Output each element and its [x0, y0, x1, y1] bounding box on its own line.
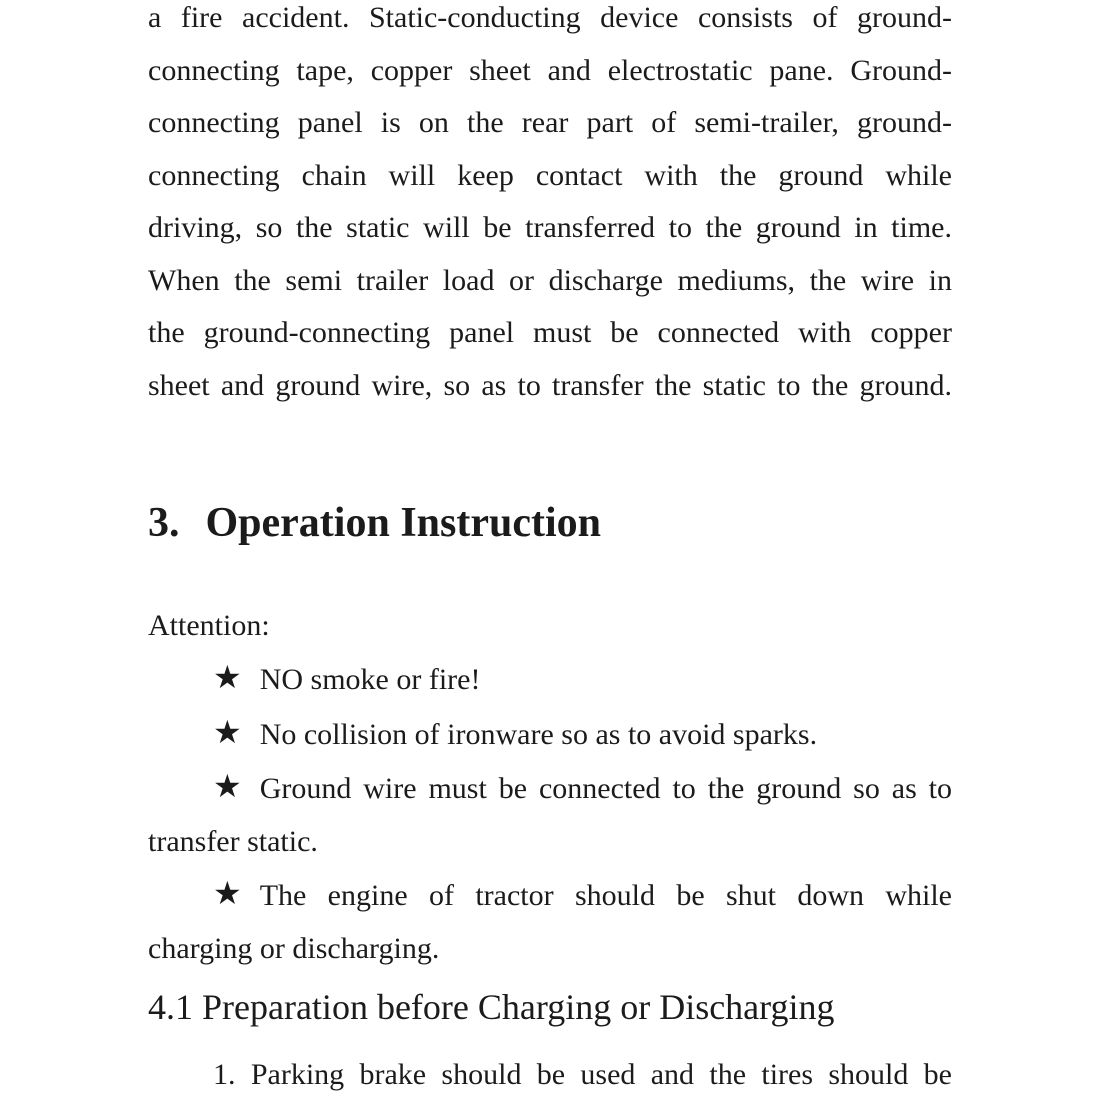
attention-item [148, 868, 952, 923]
attention-item-text: Ground wire must be connected to the ground so as to [259, 772, 952, 805]
attention-label: Attention: [148, 609, 270, 642]
attention-item [148, 707, 952, 762]
paragraph-line: driving, so the static will be transferred to the ground in time. [148, 211, 952, 244]
paragraph-line: connecting panel is on the rear part of semi-trailer, ground- [148, 106, 952, 139]
star-bullet-icon: ★ [213, 658, 242, 696]
body-paragraph [148, 0, 952, 412]
star-bullet-icon: ★ [213, 712, 242, 751]
attention-item [148, 761, 952, 816]
star-bullet-icon: ★ [213, 767, 242, 805]
attention-item-text: NO smoke or fire! [259, 663, 481, 696]
paragraph-line: connecting tape, copper sheet and electrostatic pane. Ground- [148, 53, 952, 87]
paragraph-line: a fire accident. Static-conducting device consists of ground- [148, 1, 952, 34]
section-title: Operation Instruction [205, 500, 602, 546]
numbered-item [148, 1049, 952, 1102]
subsection-heading: 4.1 Preparation before Charging or Discharging [148, 987, 835, 1027]
attention-item [148, 652, 952, 707]
attention-item-continuation: charging or discharging. [148, 931, 440, 965]
attention-list [148, 652, 952, 975]
section-number: 3. [148, 500, 180, 546]
numbered-item-text: 1. Parking brake should be used and the tires should be [213, 1058, 952, 1091]
attention-item-text: No collision of ironware so as to avoid sparks. [259, 717, 818, 751]
paragraph-line: the ground-connecting panel must be connected with copper [148, 316, 952, 349]
attention-item-continuation: transfer static. [148, 824, 318, 858]
section-heading [148, 502, 952, 544]
paragraph-line: sheet and ground wire, so as to transfer the static to the ground. [148, 368, 952, 402]
paragraph-line: connecting chain will keep contact with the ground while [148, 158, 952, 192]
attention-item-text: The engine of tractor should be shut down while [259, 879, 952, 912]
star-bullet-icon: ★ [213, 874, 242, 912]
paragraph-line: When the semi trailer load or discharge mediums, the wire in [148, 263, 952, 297]
